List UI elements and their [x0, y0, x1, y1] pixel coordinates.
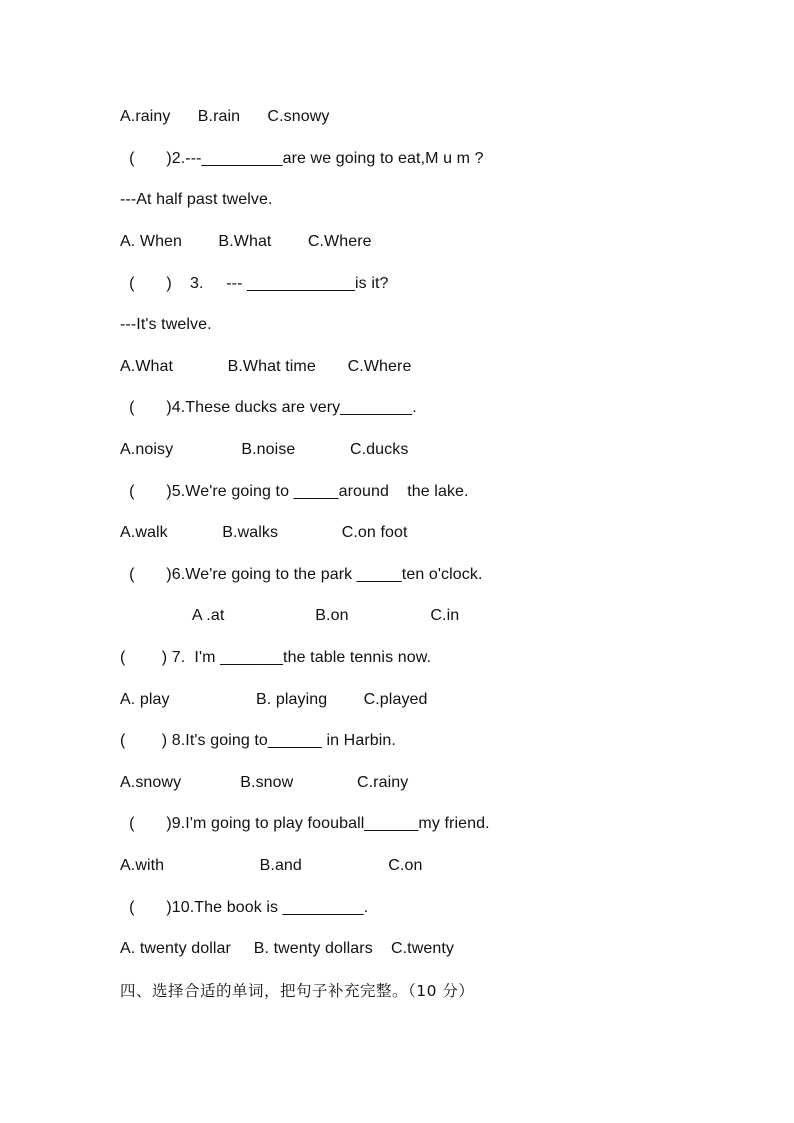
q9-options: A.with B.and C.on [120, 857, 423, 874]
q1-options: A.rainy B.rain C.snowy [120, 108, 330, 125]
q8-question: ( ) 8.It's going to______ in Harbin. [120, 732, 396, 749]
q7-question: ( ) 7. I'm _______the table tennis now. [120, 649, 432, 666]
q4-options: A.noisy B.noise C.ducks [120, 441, 409, 458]
q2-answer-line: ---At half past twelve. [120, 191, 273, 208]
q2-options: A. When B.What C.Where [120, 233, 372, 250]
q3-options: A.What B.What time C.Where [120, 358, 412, 375]
q3-question: ( ) 3. --- ____________is it? [120, 275, 389, 292]
section-four-heading: 四、选择合适的单词，把句子补充完整。（10 分） [120, 982, 475, 1000]
q6-question: ( )6.We're going to the park _____ten o'clock. [120, 566, 483, 583]
q9-question: ( )9.I'm going to play foouball______my friend. [120, 815, 490, 832]
q5-question: ( )5.We're going to _____around the lake. [120, 483, 469, 500]
q8-options: A.snowy B.snow C.rainy [120, 774, 409, 791]
q2-question: ( )2.---_________are we going to eat,M u m ? [120, 150, 484, 167]
q7-options: A. play B. playing C.played [120, 691, 428, 708]
q6-options: A .at B.on C.in [120, 607, 460, 624]
q10-options: A. twenty dollar B. twenty dollars C.twenty [120, 940, 455, 957]
q10-question: ( )10.The book is _________. [120, 899, 369, 916]
q3-answer-line: ---It's twelve. [120, 316, 212, 333]
q4-question: ( )4.These ducks are very________. [120, 399, 417, 416]
q5-options: A.walk B.walks C.on foot [120, 524, 408, 541]
